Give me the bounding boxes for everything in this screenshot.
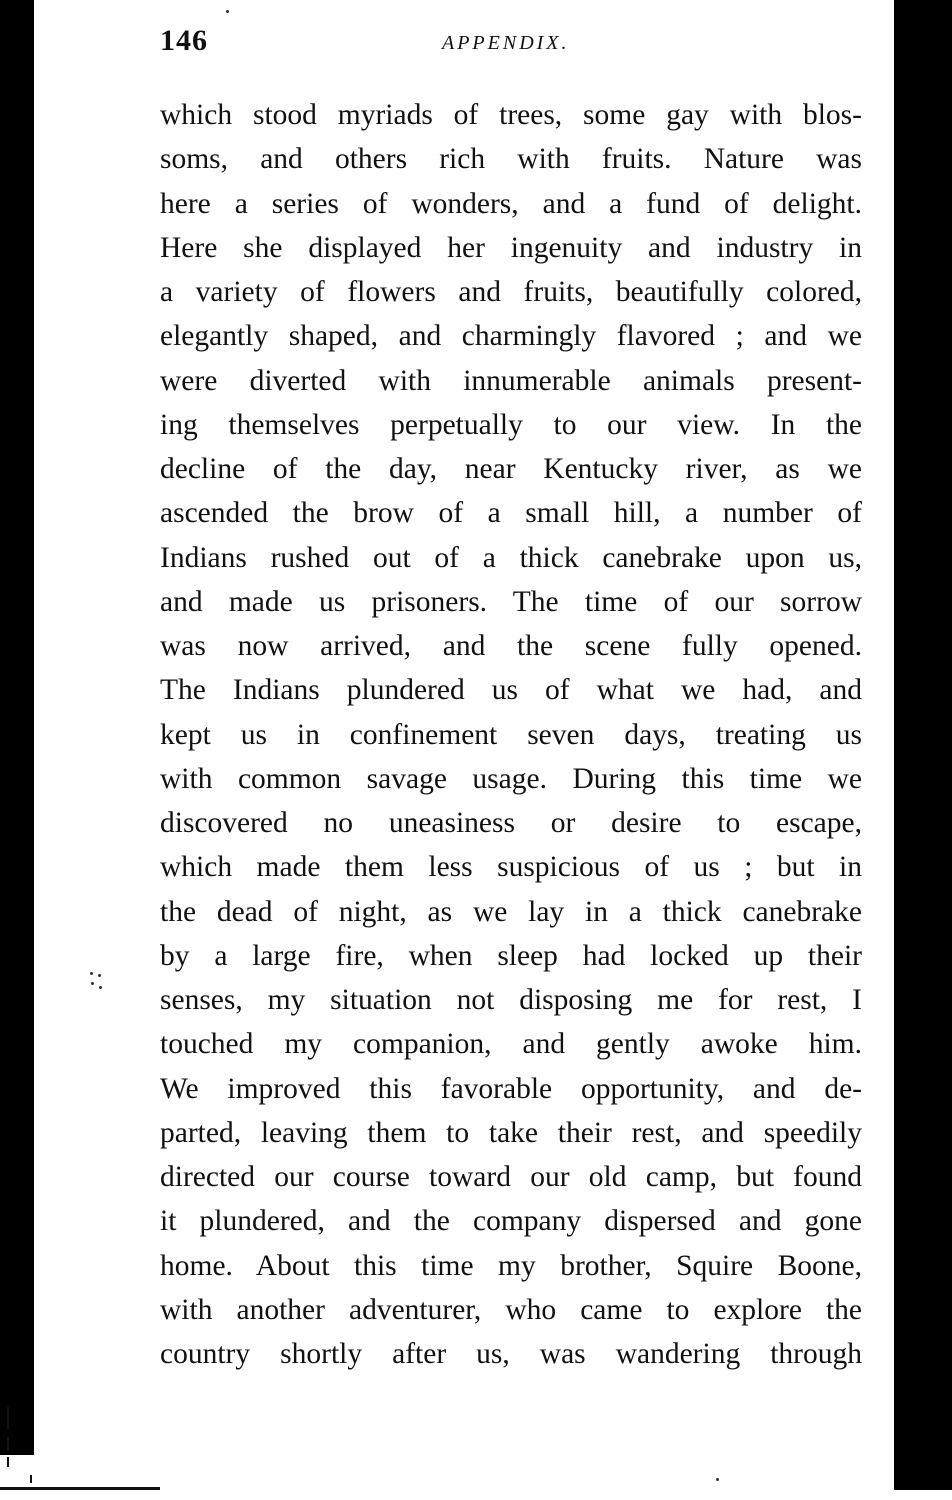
text-line: were diverted with innumerable animals present- xyxy=(160,364,862,397)
text-line: Indians rushed out of a thick canebrake upon us, xyxy=(160,541,862,574)
text-line: Here she displayed her ingenuity and industry in xyxy=(160,231,862,264)
text-line: touched my companion, and gently awoke him. xyxy=(160,1028,862,1061)
text-line: soms, and others rich with fruits. Nature was xyxy=(160,143,862,176)
text-line: elegantly shaped, and charmingly flavored ; and we xyxy=(160,320,862,353)
text-line: which made them less suspicious of us ; but in xyxy=(160,851,862,884)
scan-tick xyxy=(7,1457,9,1467)
text-line: parted, leaving them to take their rest, and speedily xyxy=(160,1116,862,1149)
text-line: The Indians plundered us of what we had, and xyxy=(160,674,862,707)
text-line: ing themselves perpetually to our view. In the xyxy=(160,408,862,441)
speck xyxy=(98,974,101,977)
speck xyxy=(716,1478,719,1481)
text-line: here a series of wonders, and a fund of delight. xyxy=(160,187,862,220)
text-line: ascended the brow of a small hill, a number of xyxy=(160,497,862,530)
scan-tick xyxy=(7,1407,9,1429)
left-scan-border xyxy=(0,0,34,1500)
text-line: and made us prisoners. The time of our sorrow xyxy=(160,585,862,618)
text-line: by a large fire, when sleep had locked up their xyxy=(160,939,862,972)
text-line: with another adventurer, who came to explore the xyxy=(160,1293,862,1326)
text-line: was now arrived, and the scene fully opened. xyxy=(160,630,862,662)
margin-specks xyxy=(88,970,108,1000)
text-line: the dead of night, as we lay in a thick canebrake xyxy=(160,895,862,928)
text-line: a variety of flowers and fruits, beautifully colored, xyxy=(160,276,862,308)
text-line: We improved this favorable opportunity, and de- xyxy=(160,1072,862,1105)
page-number: 146 xyxy=(160,24,208,57)
speck xyxy=(99,986,102,989)
speck xyxy=(90,972,93,975)
text-line: kept us in confinement seven days, treating us xyxy=(160,718,862,751)
scan-tick xyxy=(7,1437,9,1451)
speck xyxy=(91,982,94,985)
scan-artifacts xyxy=(0,1405,160,1500)
text-line: country shortly after us, was wandering through xyxy=(160,1338,862,1370)
text-line: which stood myriads of trees, some gay with blos- xyxy=(160,99,862,131)
running-head xyxy=(160,24,860,64)
section-title: APPENDIX. xyxy=(442,32,570,54)
text-line: directed our course toward our old camp, but found xyxy=(160,1161,862,1193)
text-line: it plundered, and the company dispersed and gone xyxy=(160,1205,862,1238)
text-line: home. About this time my brother, Squire Boone, xyxy=(160,1249,862,1282)
text-line: decline of the day, near Kentucky river, as we xyxy=(160,453,862,485)
text-line: with common savage usage. During this time we xyxy=(160,762,862,795)
bottom-rule xyxy=(0,1487,160,1490)
text-line: discovered no uneasiness or desire to escape, xyxy=(160,807,862,839)
right-scan-border xyxy=(894,0,952,1490)
scan-tick xyxy=(30,1475,32,1483)
text-line: senses, my situation not disposing me for rest, I xyxy=(160,984,862,1016)
speck xyxy=(226,10,229,13)
body-text xyxy=(160,93,862,1376)
